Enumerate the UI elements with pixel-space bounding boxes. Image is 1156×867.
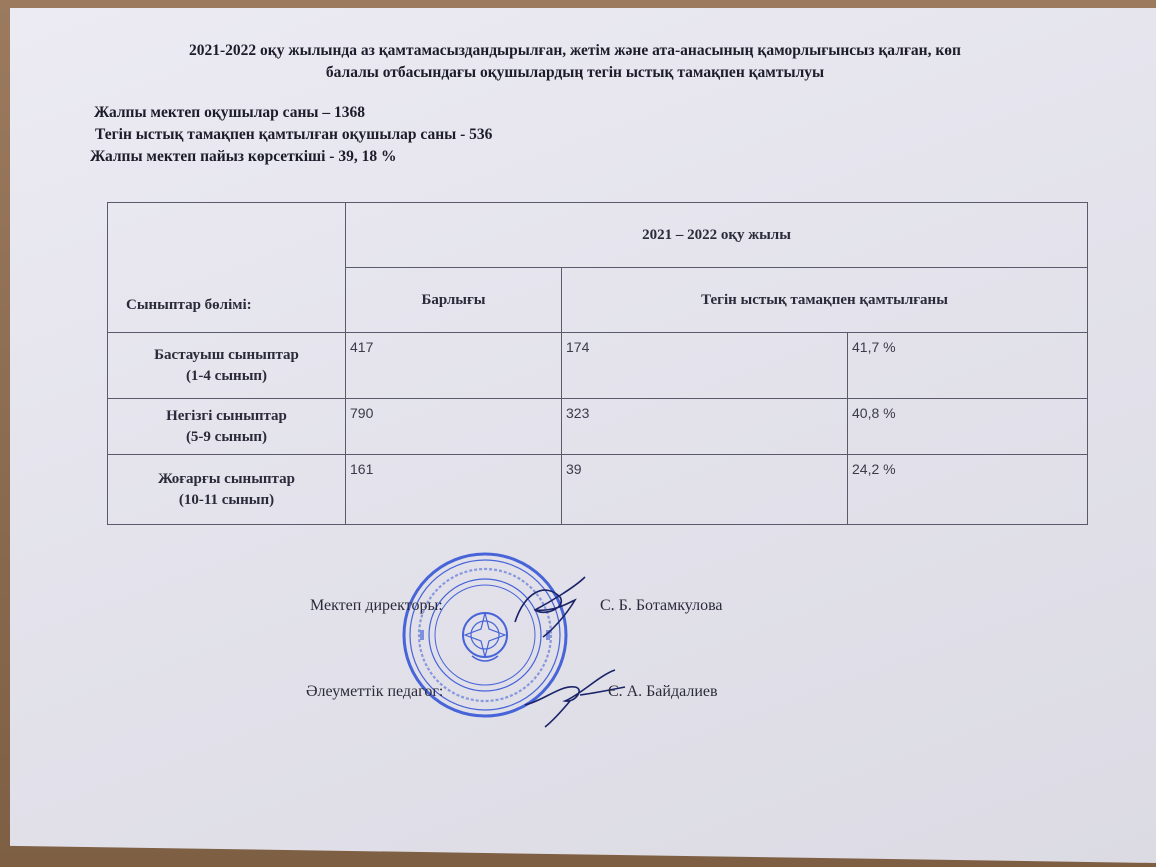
document-title <box>60 40 1090 84</box>
row-label-line1: Жоғарғы сыныптар <box>158 470 295 487</box>
title-line-1: 2021-2022 оқу жылында аз қамтамасыздандырылған, жетім және ата-анасының қаморлығынсыз қалған, көп <box>189 42 961 59</box>
row-label <box>108 333 346 399</box>
table-row <box>108 333 1088 399</box>
director-title: Мектеп директоры: <box>310 597 443 614</box>
cell-covered: 323 <box>562 399 848 455</box>
table-row <box>108 455 1088 525</box>
section-header: Сыныптар бөлімі: <box>108 203 346 333</box>
summary-stats <box>90 102 492 168</box>
cell-covered: 174 <box>562 333 848 399</box>
stat-total-students: Жалпы мектеп оқушылар саны – 1368 <box>94 104 366 121</box>
title-line-2: балалы отбасындағы оқушылардың тегін ыстық тамақпен қамтылуы <box>325 64 825 81</box>
cell-percent: 40,8 % <box>848 399 1088 455</box>
cell-percent: 41,7 % <box>848 333 1088 399</box>
pedagogue-title: Әлеуметтік педагог: <box>306 683 444 700</box>
col-covered-header: Тегін ыстық тамақпен қамтылғаны <box>562 268 1088 333</box>
director-name: С. Б. Ботамкулова <box>600 597 723 614</box>
row-label-line2: (1-4 сынып) <box>185 367 268 384</box>
cell-covered: 39 <box>562 455 848 525</box>
row-label-line2: (5-9 сынып) <box>185 428 268 445</box>
coverage-table <box>107 202 1088 525</box>
table-row <box>108 399 1088 455</box>
cell-total: 417 <box>346 333 562 399</box>
stat-covered-students: Тегін ыстық тамақпен қамтылған оқушылар саны - 536 <box>95 126 493 143</box>
director-signature <box>505 572 595 642</box>
row-label-line1: Негізгі сыныптар <box>166 407 287 424</box>
year-header: 2021 – 2022 оқу жылы <box>346 203 1088 268</box>
cell-percent: 24,2 % <box>848 455 1088 525</box>
stat-percent: Жалпы мектеп пайыз көрсеткіші - 39, 18 % <box>90 148 397 165</box>
row-label-line2: (10-11 сынып) <box>178 491 275 508</box>
row-label <box>108 399 346 455</box>
cell-total: 790 <box>346 399 562 455</box>
cell-total: 161 <box>346 455 562 525</box>
row-label-line1: Бастауыш сыныптар <box>154 346 299 363</box>
pedagogue-name: Є. А. Байдалиев <box>608 683 718 700</box>
row-label <box>108 455 346 525</box>
col-total-header: Барлығы <box>346 268 562 333</box>
